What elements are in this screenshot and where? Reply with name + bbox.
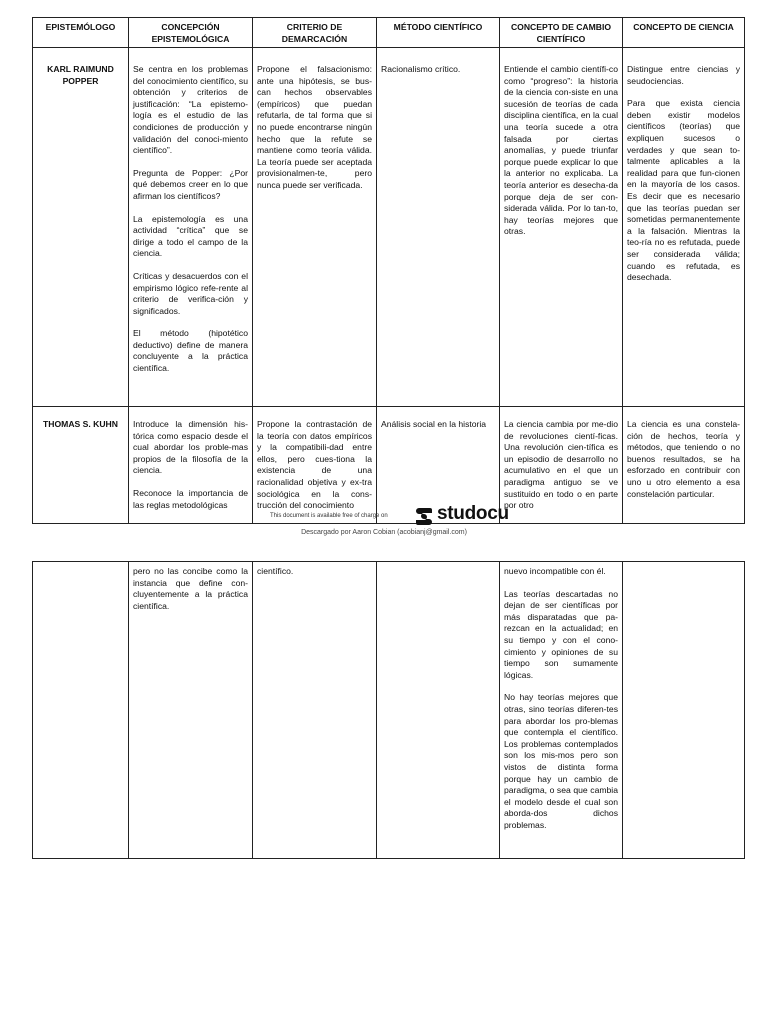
paragraph: Críticas y desacuerdos con el empirismo lógico refe-rente al criterio de verifica-ción y significados.	[133, 270, 248, 316]
cell-ciencia	[623, 562, 745, 859]
cell-cambio	[500, 48, 623, 407]
paragraph: Racionalismo crítico.	[381, 64, 461, 74]
paragraph: Propone el falsacionismo: ante una hipótesis, se bus-can hechos observables (empíricos) que puedan refutarla, de tal forma que si no puede encontrarse ningún hecho que la refute se mantiene como teoría válida. La teoría puede ser aceptada provisionalmen-te, pero nunca puede ser verificada.	[257, 64, 372, 190]
paragraph: La ciencia cambia por me-dio de revoluciones cientí-ficas. Una revolución cien-tífica es un episodio de desarrollo no acumulativo en el que un paradigma antiguo se ve sustituido en todo o en parte por otro	[504, 419, 618, 511]
table-row-kuhn	[33, 407, 745, 524]
paragraph: Reconoce la importancia de las reglas metodológicas	[133, 487, 248, 510]
header-row	[33, 18, 745, 48]
paragraph: nuevo incompatible con él.	[504, 566, 606, 576]
availability-note: This document is available free of charge on	[270, 513, 388, 519]
table-row-kuhn-continued	[33, 562, 745, 859]
cell-concepcion	[129, 562, 253, 859]
paragraph: Se centra en los problemas del conocimiento científico, su obtención y criterios de justificación: “La epistemo-logía es el estudio de las condiciones de producción y validación del conoci-miento científico”.	[133, 64, 248, 156]
table-row-popper	[33, 48, 745, 407]
cell-cambio	[500, 407, 623, 524]
cell-metodo	[377, 48, 500, 407]
paragraph: Introduce la dimensión his-tórica como espacio desde el cual abordar los proble-mas propios de la filosofía de la ciencia.	[133, 419, 248, 476]
paragraph: Pregunta de Popper: ¿Por qué debemos creer en lo que afirman los científicos?	[133, 167, 248, 201]
epistemologo-name: THOMAS S. KUHN	[33, 407, 129, 524]
studocu-brand[interactable]: studocu	[437, 503, 509, 524]
header-cambio: CONCEPTO DE CAMBIO CIENTÍFICO	[500, 18, 623, 48]
cell-criterio	[253, 562, 377, 859]
header-criterio: CRITERIO DE DEMARCACIÓN	[253, 18, 377, 48]
cell-cambio	[500, 562, 623, 859]
header-ciencia: CONCEPTO DE CIENCIA	[623, 18, 745, 48]
paragraph: Propone la contrastación de la teoría con datos empíricos y la compatibili-dad entre ellos, pero cues-tiona la existencia de una racionalidad objetiva y ex-tra sociológica en la cons-trucción del conocimiento	[257, 419, 372, 511]
paragraph: La ciencia es una constela-ción de hechos, teoría y métodos, que teniendo o no buenos resultados, se ha esforzado en contribuir con uno u otro elemento a esa constelación particular.	[627, 419, 740, 499]
cell-concepcion	[129, 407, 253, 524]
cell-ciencia	[623, 407, 745, 524]
epistemologo-name: KARL RAIMUND POPPER	[33, 48, 129, 407]
paragraph: Para que exista ciencia deben existir modelos científicos (teorías) que expliquen sucesos o verdades y que sean to-talmente aplicables a la realidad para que fun-cionen en la mayoría de los casos. Es decir que es necesario que las teorías puedan ser sometidas permanentemente a la falsación. Mientras la teo-ría no es refutada, puede ser considerada válida; cuando es refutada, es desechada.	[627, 98, 740, 283]
paragraph: Las teorías descartadas no dejan de ser científicas por más disparatadas que pa-rezcan en la actualidad; en su tiempo y con el cono-cimiento y opiniones de su tiempo son sumamente lógicas.	[504, 588, 618, 680]
paragraph: Análisis social en la historia	[381, 419, 487, 429]
paragraph: No hay teorías mejores que otras, sino teorías diferen-tes para abordar los pro-blemas que contempla el científico. Los problemas contemplados son los mis-mos pero son vistos de distinta forma porque hay un cambio de paradigma, o sea que cambia el modelo desde el cual son aborda-dos dichos problemas.	[504, 692, 618, 830]
cell-criterio	[253, 407, 377, 524]
comparison-table	[32, 17, 745, 524]
paragraph: Entiende el cambio científi-co como “progreso”: la historia de la ciencia con-siste en una sucesión de teorías de cada disciplina científica, en la cual una teoría sucede a otra falsada por ciertas anomalías, y puede triunfar porque puede explicar lo que la anterior no explicaba. La teoría anterior es desecha-da porque deja de ser con-siderada válida. Por lo tan-to, hay teorías mejores que otras.	[504, 64, 618, 237]
cell-metodo	[377, 562, 500, 859]
cell-concepcion	[129, 48, 253, 407]
cell-criterio	[253, 48, 377, 407]
header-concepcion: CONCEPCIÓN EPISTEMOLÓGICA	[129, 18, 253, 48]
cell-ciencia	[623, 48, 745, 407]
cell-epistemologo	[33, 562, 129, 859]
paragraph: científico.	[257, 566, 294, 576]
studocu-logo-icon	[413, 505, 435, 527]
header-metodo: MÉTODO CIENTÍFICO	[377, 18, 500, 48]
paragraph: Distingue entre ciencias y seudociencias.	[627, 64, 740, 86]
paragraph: El método (hipotético deductivo) define de manera concluyente a la práctica científica.	[133, 328, 248, 374]
paragraph: La epistemología es una actividad “crítica” que se dirige a todo el campo de la ciencia.	[133, 213, 248, 259]
comparison-table-continued	[32, 561, 745, 859]
paragraph: pero no las concibe como la instancia que define con-cluyentemente a la práctica científica.	[133, 566, 248, 611]
header-epistemologo: EPISTEMÓLOGO	[33, 18, 129, 48]
download-attribution: Descargado por Aaron Cobian (acobianj@gmail.com)	[301, 529, 467, 536]
